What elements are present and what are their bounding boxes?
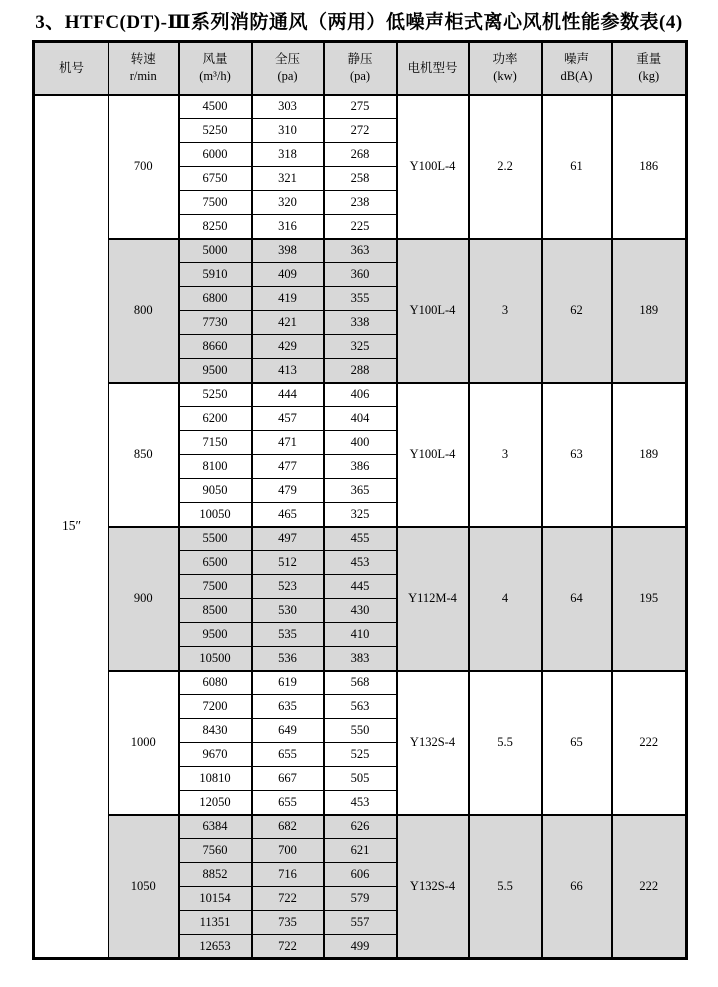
static-pressure-cell: 225 (324, 215, 397, 239)
airflow-cell: 5250 (179, 119, 252, 143)
airflow-cell: 10154 (179, 887, 252, 911)
total-pressure-cell: 479 (252, 479, 324, 503)
total-pressure-cell: 444 (252, 383, 324, 407)
col-header-weight: 重量 (kg) (612, 42, 687, 95)
airflow-cell: 6080 (179, 671, 252, 695)
total-pressure-cell: 303 (252, 95, 324, 119)
static-pressure-cell: 288 (324, 359, 397, 383)
table-row (34, 671, 687, 695)
airflow-cell: 8100 (179, 455, 252, 479)
static-pressure-cell: 563 (324, 695, 397, 719)
static-pressure-cell: 430 (324, 599, 397, 623)
total-pressure-cell: 321 (252, 167, 324, 191)
power-cell: 3 (469, 239, 542, 383)
airflow-cell: 8660 (179, 335, 252, 359)
total-pressure-cell: 457 (252, 407, 324, 431)
airflow-cell: 9670 (179, 743, 252, 767)
airflow-cell: 10500 (179, 647, 252, 671)
total-pressure-cell: 722 (252, 935, 324, 959)
total-pressure-cell: 722 (252, 887, 324, 911)
speed-cell: 900 (109, 527, 179, 671)
total-pressure-cell: 429 (252, 335, 324, 359)
airflow-cell: 6000 (179, 143, 252, 167)
total-pressure-cell: 512 (252, 551, 324, 575)
airflow-cell: 6500 (179, 551, 252, 575)
noise-cell: 66 (542, 815, 612, 959)
airflow-cell: 6200 (179, 407, 252, 431)
total-pressure-cell: 530 (252, 599, 324, 623)
col-header-motor-model: 电机型号 (397, 42, 469, 95)
static-pressure-cell: 386 (324, 455, 397, 479)
airflow-cell: 9500 (179, 623, 252, 647)
speed-cell: 1050 (109, 815, 179, 959)
total-pressure-cell: 320 (252, 191, 324, 215)
col-header-speed: 转速 r/min (109, 42, 179, 95)
power-cell: 5.5 (469, 815, 542, 959)
col-header-machine-no: 机号 (34, 42, 109, 95)
fan-performance-table (32, 40, 688, 960)
total-pressure-cell: 682 (252, 815, 324, 839)
static-pressure-cell: 355 (324, 287, 397, 311)
airflow-cell: 11351 (179, 911, 252, 935)
static-pressure-cell: 453 (324, 551, 397, 575)
static-pressure-cell: 453 (324, 791, 397, 815)
motor-model-cell: Y100L-4 (397, 383, 469, 527)
airflow-cell: 5910 (179, 263, 252, 287)
power-cell: 4 (469, 527, 542, 671)
total-pressure-cell: 409 (252, 263, 324, 287)
total-pressure-cell: 419 (252, 287, 324, 311)
airflow-cell: 8250 (179, 215, 252, 239)
static-pressure-cell: 325 (324, 503, 397, 527)
static-pressure-cell: 557 (324, 911, 397, 935)
static-pressure-cell: 363 (324, 239, 397, 263)
table-row (34, 527, 687, 551)
total-pressure-cell: 655 (252, 791, 324, 815)
noise-cell: 63 (542, 383, 612, 527)
total-pressure-cell: 700 (252, 839, 324, 863)
airflow-cell: 5500 (179, 527, 252, 551)
total-pressure-cell: 421 (252, 311, 324, 335)
col-header-power: 功率 (kw) (469, 42, 542, 95)
static-pressure-cell: 365 (324, 479, 397, 503)
total-pressure-cell: 735 (252, 911, 324, 935)
weight-cell: 222 (612, 671, 687, 815)
total-pressure-cell: 316 (252, 215, 324, 239)
total-pressure-cell: 477 (252, 455, 324, 479)
static-pressure-cell: 268 (324, 143, 397, 167)
total-pressure-cell: 716 (252, 863, 324, 887)
table-row (34, 239, 687, 263)
total-pressure-cell: 619 (252, 671, 324, 695)
total-pressure-cell: 398 (252, 239, 324, 263)
total-pressure-cell: 465 (252, 503, 324, 527)
speed-cell: 1000 (109, 671, 179, 815)
machine-no-cell: 15″ (34, 95, 109, 959)
total-pressure-cell: 655 (252, 743, 324, 767)
static-pressure-cell: 525 (324, 743, 397, 767)
static-pressure-cell: 455 (324, 527, 397, 551)
airflow-cell: 12653 (179, 935, 252, 959)
static-pressure-cell: 383 (324, 647, 397, 671)
airflow-cell: 7150 (179, 431, 252, 455)
power-cell: 2.2 (469, 95, 542, 239)
noise-cell: 64 (542, 527, 612, 671)
weight-cell: 222 (612, 815, 687, 959)
weight-cell: 186 (612, 95, 687, 239)
total-pressure-cell: 310 (252, 119, 324, 143)
airflow-cell: 9500 (179, 359, 252, 383)
total-pressure-cell: 536 (252, 647, 324, 671)
static-pressure-cell: 410 (324, 623, 397, 647)
weight-cell: 189 (612, 383, 687, 527)
col-header-airflow: 风量 (m³/h) (179, 42, 252, 95)
static-pressure-cell: 621 (324, 839, 397, 863)
static-pressure-cell: 505 (324, 767, 397, 791)
total-pressure-cell: 667 (252, 767, 324, 791)
airflow-cell: 12050 (179, 791, 252, 815)
motor-model-cell: Y132S-4 (397, 671, 469, 815)
speed-cell: 700 (109, 95, 179, 239)
static-pressure-cell: 606 (324, 863, 397, 887)
airflow-cell: 10050 (179, 503, 252, 527)
airflow-cell: 8852 (179, 863, 252, 887)
total-pressure-cell: 318 (252, 143, 324, 167)
static-pressure-cell: 338 (324, 311, 397, 335)
total-pressure-cell: 471 (252, 431, 324, 455)
airflow-cell: 6800 (179, 287, 252, 311)
speed-cell: 850 (109, 383, 179, 527)
static-pressure-cell: 258 (324, 167, 397, 191)
airflow-cell: 5250 (179, 383, 252, 407)
airflow-cell: 4500 (179, 95, 252, 119)
total-pressure-cell: 635 (252, 695, 324, 719)
airflow-cell: 7730 (179, 311, 252, 335)
motor-model-cell: Y132S-4 (397, 815, 469, 959)
static-pressure-cell: 275 (324, 95, 397, 119)
table-row (34, 383, 687, 407)
airflow-cell: 7200 (179, 695, 252, 719)
noise-cell: 61 (542, 95, 612, 239)
airflow-cell: 5000 (179, 239, 252, 263)
table-row (34, 95, 687, 119)
motor-model-cell: Y100L-4 (397, 95, 469, 239)
table-body (34, 95, 687, 959)
static-pressure-cell: 445 (324, 575, 397, 599)
static-pressure-cell: 579 (324, 887, 397, 911)
static-pressure-cell: 238 (324, 191, 397, 215)
total-pressure-cell: 523 (252, 575, 324, 599)
noise-cell: 65 (542, 671, 612, 815)
airflow-cell: 7500 (179, 575, 252, 599)
total-pressure-cell: 413 (252, 359, 324, 383)
total-pressure-cell: 535 (252, 623, 324, 647)
airflow-cell: 7560 (179, 839, 252, 863)
airflow-cell: 9050 (179, 479, 252, 503)
col-header-noise: 噪声 dB(A) (542, 42, 612, 95)
airflow-cell: 8500 (179, 599, 252, 623)
airflow-cell: 7500 (179, 191, 252, 215)
total-pressure-cell: 649 (252, 719, 324, 743)
noise-cell: 62 (542, 239, 612, 383)
col-header-static-pressure: 静压 (pa) (324, 42, 397, 95)
static-pressure-cell: 499 (324, 935, 397, 959)
airflow-cell: 10810 (179, 767, 252, 791)
table-row (34, 815, 687, 839)
static-pressure-cell: 626 (324, 815, 397, 839)
static-pressure-cell: 568 (324, 671, 397, 695)
static-pressure-cell: 325 (324, 335, 397, 359)
static-pressure-cell: 406 (324, 383, 397, 407)
header-row (34, 42, 687, 95)
speed-cell: 800 (109, 239, 179, 383)
power-cell: 5.5 (469, 671, 542, 815)
weight-cell: 189 (612, 239, 687, 383)
static-pressure-cell: 272 (324, 119, 397, 143)
total-pressure-cell: 497 (252, 527, 324, 551)
airflow-cell: 6750 (179, 167, 252, 191)
static-pressure-cell: 550 (324, 719, 397, 743)
static-pressure-cell: 404 (324, 407, 397, 431)
col-header-total-pressure: 全压 (pa) (252, 42, 324, 95)
weight-cell: 195 (612, 527, 687, 671)
motor-model-cell: Y112M-4 (397, 527, 469, 671)
page-title: 3、HTFC(DT)-Ⅲ系列消防通风（两用）低噪声柜式离心风机性能参数表(4) (35, 12, 683, 33)
motor-model-cell: Y100L-4 (397, 239, 469, 383)
power-cell: 3 (469, 383, 542, 527)
table-header (34, 42, 687, 95)
airflow-cell: 8430 (179, 719, 252, 743)
static-pressure-cell: 360 (324, 263, 397, 287)
static-pressure-cell: 400 (324, 431, 397, 455)
airflow-cell: 6384 (179, 815, 252, 839)
